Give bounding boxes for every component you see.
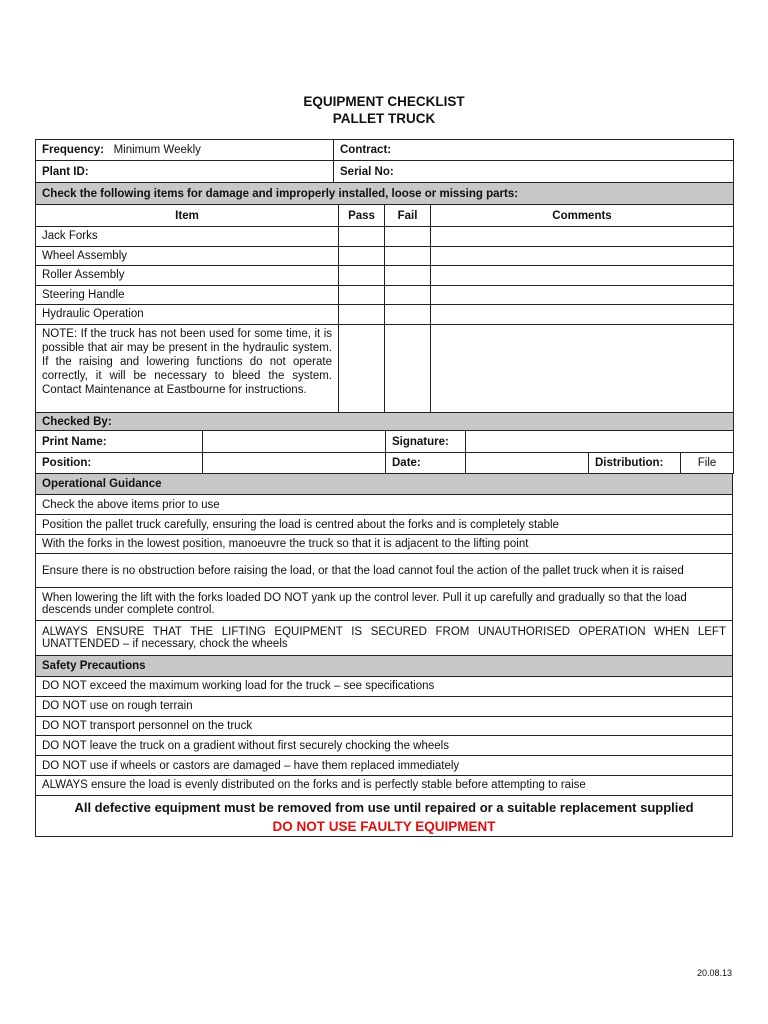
check-items-table — [35, 182, 734, 414]
table-row — [36, 246, 734, 266]
comments-cell[interactable] — [431, 324, 734, 413]
header-table — [35, 139, 734, 183]
safety-precautions-heading: Safety Precautions — [36, 656, 733, 677]
table-row — [36, 324, 734, 413]
safety-item: DO NOT exceed the maximum working load for the truck – see specifications — [36, 677, 733, 697]
comments-cell[interactable] — [431, 285, 734, 305]
comments-cell[interactable] — [431, 227, 734, 247]
item-label: Wheel Assembly — [36, 246, 339, 266]
position-field[interactable] — [203, 453, 386, 474]
comments-cell[interactable] — [431, 266, 734, 286]
note-text: NOTE: If the truck has not been used for some time, it is possible that air may be present in the hydraulic system. If the raising and lowering functions do not operate correctly, it will be necessary to bleed the system. Contact Maintenance at Eastbourne for instructions. — [36, 324, 339, 413]
operational-guidance-heading: Operational Guidance — [36, 474, 733, 495]
check-section-heading: Check the following items for damage and improperly installed, loose or missing parts: — [36, 183, 734, 205]
footer-date: 20.08.13 — [696, 968, 732, 978]
column-header-comments: Comments — [431, 205, 734, 227]
safety-item: DO NOT leave the truck on a gradient without first securely chocking the wheels — [36, 736, 733, 756]
frequency-label: Frequency: — [42, 144, 104, 156]
print-name-label: Print Name: — [36, 431, 203, 453]
comments-cell[interactable] — [431, 246, 734, 266]
item-label: Jack Forks — [36, 227, 339, 247]
guidance-item: With the forks in the lowest position, manoeuvre the truck so that it is adjacent to the lifting point — [36, 535, 733, 554]
guidance-item: ALWAYS ENSURE THAT THE LIFTING EQUIPMENT IS SECURED FROM UNAUTHORISED OPERATION WHEN LEFT UNATTENDED – if necessary, chock the wheels — [36, 621, 733, 656]
column-header-fail: Fail — [385, 205, 431, 227]
final-notice: All defective equipment must be removed from use until repaired or a suitable replacement supplied — [74, 799, 694, 815]
safety-item: DO NOT use on rough terrain — [36, 696, 733, 716]
position-label: Position: — [36, 453, 203, 474]
guidance-item: Ensure there is no obstruction before raising the load, or that the load cannot foul the action of the pallet truck when it is raised — [36, 554, 733, 588]
serial-no-label[interactable]: Serial No: — [334, 161, 734, 183]
table-row — [36, 285, 734, 305]
pass-cell[interactable] — [339, 227, 385, 247]
item-label: Hydraulic Operation — [36, 305, 339, 325]
comments-cell[interactable] — [431, 305, 734, 325]
guidance-item: Position the pallet truck carefully, ensuring the load is centred about the forks and is completely stable — [36, 515, 733, 535]
document-subtitle: PALLET TRUCK — [332, 111, 436, 126]
document-title: EQUIPMENT CHECKLIST — [303, 94, 465, 109]
final-notice-cell — [36, 795, 733, 836]
column-header-pass: Pass — [339, 205, 385, 227]
pass-cell[interactable] — [339, 266, 385, 286]
fail-cell[interactable] — [385, 324, 431, 413]
pass-cell[interactable] — [339, 285, 385, 305]
fail-cell[interactable] — [385, 246, 431, 266]
table-row — [36, 305, 734, 325]
fail-cell[interactable] — [385, 227, 431, 247]
safety-item: DO NOT transport personnel on the truck — [36, 716, 733, 736]
print-name-field[interactable] — [203, 431, 386, 453]
fail-cell[interactable] — [385, 285, 431, 305]
fail-cell[interactable] — [385, 305, 431, 325]
fail-cell[interactable] — [385, 266, 431, 286]
checked-by-table — [35, 412, 734, 474]
table-row — [36, 227, 734, 247]
distribution-label: Distribution: — [589, 453, 681, 474]
pass-cell[interactable] — [339, 324, 385, 413]
pass-cell[interactable] — [339, 246, 385, 266]
table-row — [36, 266, 734, 286]
column-header-item: Item — [36, 205, 339, 227]
distribution-value: File — [681, 453, 734, 474]
signature-label: Signature: — [386, 431, 466, 453]
date-label: Date: — [386, 453, 466, 474]
item-label: Steering Handle — [36, 285, 339, 305]
frequency-value: Minimum Weekly — [113, 144, 201, 156]
item-label: Roller Assembly — [36, 266, 339, 286]
pass-cell[interactable] — [339, 305, 385, 325]
safety-item: DO NOT use if wheels or castors are damaged – have them replaced immediately — [36, 756, 733, 776]
safety-item: ALWAYS ensure the load is evenly distributed on the forks and is perfectly stable before attempting to raise — [36, 775, 733, 795]
frequency-cell — [36, 140, 334, 161]
plant-id-label[interactable]: Plant ID: — [36, 161, 334, 183]
contract-label[interactable]: Contract: — [334, 140, 734, 161]
guidance-item: Check the above items prior to use — [36, 495, 733, 515]
signature-field[interactable] — [466, 431, 734, 453]
checked-by-heading: Checked By: — [36, 413, 734, 431]
guidance-table — [35, 473, 733, 837]
guidance-item: When lowering the lift with the forks loaded DO NOT yank up the control lever. Pull it up carefully and gradually so that the load descends under complete control. — [36, 588, 733, 621]
date-field[interactable] — [466, 453, 589, 474]
warning-text: DO NOT USE FAULTY EQUIPMENT — [272, 818, 496, 834]
